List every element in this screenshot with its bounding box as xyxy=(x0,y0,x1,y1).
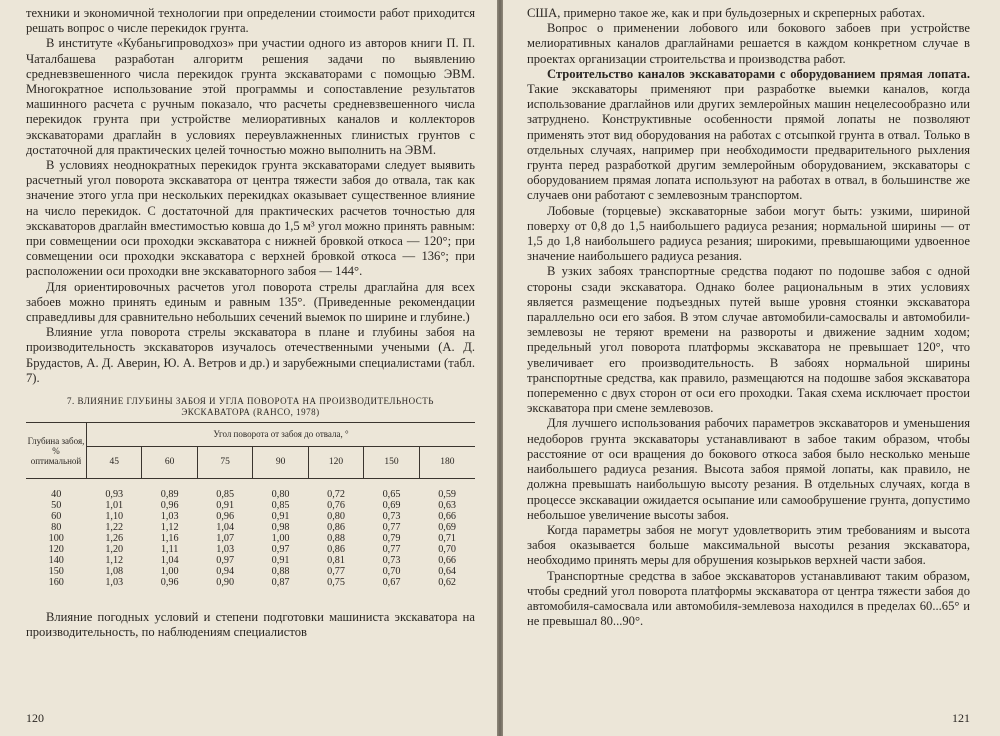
table-cell-value: 1,16 xyxy=(160,533,179,545)
table-cell-value: 1,12 xyxy=(105,555,124,567)
table-column-header: 45 xyxy=(87,447,142,479)
table-cell-value: 0,96 xyxy=(160,577,179,589)
table-cell-value: 0,66 xyxy=(438,555,457,567)
table-body xyxy=(26,479,475,589)
table-cell-value: 0,73 xyxy=(382,511,401,523)
table-cell-value: 0,88 xyxy=(271,566,290,578)
paragraph: Для ориентировочных расчетов угол поворота стрелы драглайна для всех забоев можно принять единым и равным 135°. (Приведенные рекомендации справедливы для сравнительно небольших сечений выемок по ширине и глубине.) xyxy=(26,279,475,325)
paragraph: В узких забоях транспортные средства подают по подошве забоя с одной стороны сзади экскаватора. Однако более рациональным в этих условиях является размещение подъездных путей выше уровня стоянки экскаватора параллельно оси его забоя. В этом случае автомобили-самосвалы и автомобили-землевозы не теряют времени на развороты и движение задним ходом; предельный угол поворота платформы экскаватора не превышает 120°, что увеличивает его производительность. В забоях нормальной ширины транспортные средства, как правило, размещаются на подошве забоя экскаватора попеременно с двух сторон от оси его проходки. Такая схема исключает простои экскаватора при смене землевозов. xyxy=(527,264,970,416)
table-cell-value: 0,70 xyxy=(382,566,401,578)
table-cell-value: 0,79 xyxy=(382,533,401,545)
table-cell-value: 0,67 xyxy=(382,577,401,589)
table-cell-value: 0,80 xyxy=(271,489,290,501)
table-cell-value: 0,98 xyxy=(271,522,290,534)
table-cell-value: 0,85 xyxy=(216,489,235,501)
table-cell-value: 0,86 xyxy=(327,544,345,556)
page-number: 120 xyxy=(26,711,44,725)
table-cell-value: 0,77 xyxy=(382,544,401,556)
table-cell-value: 1,03 xyxy=(216,544,235,556)
table-cell-value: 0,90 xyxy=(216,577,235,589)
table-row xyxy=(26,566,475,577)
table-cell-value: 0,73 xyxy=(382,555,401,567)
table-cell-value: 0,69 xyxy=(438,522,457,534)
table-cell-value: 0,80 xyxy=(327,511,345,523)
table-cell-value: 0,97 xyxy=(216,555,235,567)
table-cell-value: 0,77 xyxy=(327,566,345,578)
table-cell-value: 1,00 xyxy=(271,533,290,545)
table-cell-value: 0,72 xyxy=(327,489,345,501)
table-row xyxy=(26,500,475,511)
section-heading: Строительство каналов экскаваторами с оборудованием прямая лопата. xyxy=(547,66,970,81)
table-cell-value: 1,10 xyxy=(105,511,124,523)
table-cell-value: 0,86 xyxy=(327,522,345,534)
table-cell-value: 0,65 xyxy=(382,489,401,501)
table-row xyxy=(26,511,475,522)
paragraph: Влияние угла поворота стрелы экскаватора в плане и глубины забоя на производительность экскаваторов изучалось отечественными учеными (А. Д. Брудастов, А. Д. Аверин, Ю. А. Ветров и др.) и зарубежными специалистами (табл. 7). xyxy=(26,325,475,385)
table-cell-value: 0,71 xyxy=(438,533,457,545)
table-cell-value: 0,66 xyxy=(438,511,457,523)
table-cell-value: 0,94 xyxy=(216,566,235,578)
table-cell-depth: 150 xyxy=(48,566,64,578)
table-cell-value: 1,03 xyxy=(160,511,179,523)
table-row xyxy=(26,555,475,566)
paragraph: Влияние погодных условий и степени подготовки машиниста экскаватора на производительность, по наблюдениям специалистов xyxy=(26,610,475,640)
table-cell-depth: 120 xyxy=(48,544,64,556)
table-column-headers xyxy=(26,447,475,479)
table-cell-value: 0,96 xyxy=(216,511,235,523)
table-cell-value: 0,62 xyxy=(438,577,457,589)
table-cell-value: 0,91 xyxy=(271,511,290,523)
paragraph: Лобовые (торцевые) экскаваторные забои могут быть: узкими, шириной поверху от 0,8 до 1,5 наибольшего радиуса резания; нормальной ширины — от 1,5 до 1,8 наибольшего радиуса резания; широкими, превышающими удвоенное значение наибольшего радиуса резания. xyxy=(527,203,970,264)
table-cell-value: 1,01 xyxy=(105,500,124,512)
table-cell-depth: 50 xyxy=(51,500,62,512)
table-cell-value: 1,12 xyxy=(160,522,179,534)
table-cell-value: 1,04 xyxy=(216,522,235,534)
table-column-header: 120 xyxy=(308,447,363,479)
table-row xyxy=(26,479,475,501)
paragraph: Транспортные средства в забое экскаваторов устанавливают таким образом, чтобы средний угол поворота платформы экскаватора от центра тяжести забоя до автомобиля-самосвала или автомобиля-землевоза находился в пределах 60...65° и не превышал 80...90°. xyxy=(527,568,970,629)
table-cell-value: 0,75 xyxy=(327,577,345,589)
table-title xyxy=(26,396,475,418)
table-cell-value: 0,89 xyxy=(160,489,179,501)
table-column-header: 90 xyxy=(253,447,308,479)
table-cell-value: 1,00 xyxy=(160,566,179,578)
left-page-text xyxy=(26,6,475,386)
table-header-angle: Угол поворота от забоя до отвала, ° xyxy=(87,423,476,447)
table-cell-value: 0,63 xyxy=(438,500,457,512)
paragraph: В институте «Кубаньгипроводхоз» при участии одного из авторов книги П. П. Чаталбашева разработан алгоритм решения задачи по выявлению средневзвешенного числа перекидок грунта экскаваторами с помощью ЭВМ. Многократное использование этой программы и сопоставление результатов машинного расчета с ручным показало, что расчеты средневзвешенного числа перекидок грунта при устройстве мелиоративных каналов и коллекторов экскаваторами драглайн в условиях переувлажненных глинистых грунтов с достаточной для практических целей точностью можно выполнить на ЭВМ. xyxy=(26,36,475,157)
paragraph: США, примерно такое же, как и при бульдозерных и скреперных работах. xyxy=(527,6,926,20)
data-table xyxy=(26,422,475,588)
table-cell-value: 0,76 xyxy=(327,500,345,512)
right-page-text xyxy=(527,6,970,629)
table-cell-value: 0,93 xyxy=(105,489,124,501)
table-column-header: 150 xyxy=(364,447,419,479)
table-cell-value: 0,81 xyxy=(327,555,345,567)
left-page-text-after-table xyxy=(26,610,475,640)
table-cell-value: 0,64 xyxy=(438,566,457,578)
table-column-header: 60 xyxy=(142,447,197,479)
table-row xyxy=(26,533,475,544)
left-page xyxy=(0,0,497,736)
table-column-header: 180 xyxy=(419,447,475,479)
table-cell-depth: 100 xyxy=(48,533,64,545)
table-cell-value: 0,96 xyxy=(160,500,179,512)
table-title-line: 7. ВЛИЯНИЕ ГЛУБИНЫ ЗАБОЯ И УГЛА ПОВОРОТА НА ПРОИЗВОДИТЕЛЬНОСТЬ xyxy=(67,396,434,407)
table-cell-value: 1,20 xyxy=(105,544,124,556)
table-cell-value: 1,03 xyxy=(105,577,124,589)
table-cell-value: 0,91 xyxy=(271,555,290,567)
table-title-line: ЭКСКАВАТОРА (RAHCO, 1978) xyxy=(181,407,320,418)
paragraph: Когда параметры забоя не могут удовлетворить этим требованиям и высота забоя оказывается больше максимальной высоты резания экскаватора, необходимо принять меры для обрушения козырьков верхней части забоя. xyxy=(527,522,970,568)
table-cell-value: 0,97 xyxy=(271,544,290,556)
table-cell-value: 0,77 xyxy=(382,522,401,534)
table-cell-value: 1,26 xyxy=(105,533,124,545)
section-paragraph xyxy=(527,67,970,204)
table-cell-depth: 40 xyxy=(51,489,62,501)
table-header-depth: Глубина забоя, % оптимальной xyxy=(26,423,87,479)
table-cell-value: 0,70 xyxy=(438,544,457,556)
table-cell-value: 0,87 xyxy=(271,577,290,589)
table-cell-depth: 160 xyxy=(48,577,64,589)
section-text: Такие экскаваторы применяют при разработке выемки каналов, когда использование драглайнов или других землеройных машин нецелесообразно или затруднено. Конструктивные особенности прямой лопаты не позволяют применять этот вид оборудования на работах с отсыпкой грунта в отвал. Только в отдельных случаях, например при необходимости предварительного рыхления грунта перед разработкой другим землеройным оборудованием, экскаваторы с оборудованием прямая лопата используют на работах в отвал, в большинстве же случаев они работают с землевозным транспортом. xyxy=(527,82,970,203)
table-cell-value: 1,04 xyxy=(160,555,179,567)
table-cell-value: 1,08 xyxy=(105,566,124,578)
table-cell-value: 0,59 xyxy=(438,489,457,501)
table-cell-value: 0,88 xyxy=(327,533,345,545)
table-cell-value: 1,07 xyxy=(216,533,235,545)
table-row xyxy=(26,544,475,555)
table-cell-value: 0,85 xyxy=(271,500,290,512)
table-cell-value: 1,11 xyxy=(160,544,179,556)
paragraph: В условиях неоднократных перекидок грунта экскаваторами следует выявить расчетный угол поворота экскаватора от центра тяжести забоя до отвала, так как значение этого угла при нескольких перекидках оказывает существенное влияние на число перекидок. С достаточной для практических расчетов точностью для экскаваторов драглайн вместимостью ковша до 1,5 м³ угол можно принять равным: при совмещении оси проходки экскаватора с нижней бровкой откоса — 120°; при совмещении оси проходки экскаватора с верхней бровкой откоса — 136°; при расположении оси проходки вне экскаваторного забоя — 144°. xyxy=(26,158,475,279)
table-row xyxy=(26,522,475,533)
right-page xyxy=(503,0,1000,736)
paragraph: Вопрос о применении лобового или бокового забоев при устройстве мелиоративных каналов драглайнами решается в каждом конкретном случае в проектах организации строительства и производства работ. xyxy=(527,21,970,66)
page-number: 121 xyxy=(952,711,970,725)
table-cell-value: 0,91 xyxy=(216,500,235,512)
paragraph: Для лучшего использования рабочих параметров экскаваторов и уменьшения недоборов грунта экскаваторы устанавливают в забое таким образом, чтобы расстояние от оси вращения до бокового откоса забоя было несколько меньше наибольшего радиуса резания. Высота забоя прямой лопаты, как правило, не должна превышать наибольшую высоту резания. В отдельных случаях, когда в процессе экскавации ожидается осыпание или самообрушение грунта, допустимо небольшое увеличение высоты забоя. xyxy=(527,416,970,522)
table-cell-value: 1,22 xyxy=(105,522,124,534)
table-cell-depth: 80 xyxy=(51,522,62,534)
table-row xyxy=(26,577,475,588)
table-column-header: 75 xyxy=(197,447,252,479)
table-cell-depth: 60 xyxy=(51,511,62,523)
table-cell-value: 0,69 xyxy=(382,500,401,512)
paragraph: техники и экономичной технологии при определении стоимости работ приходится решать вопрос о числе перекидок грунта. xyxy=(26,6,475,36)
table-cell-depth: 140 xyxy=(48,555,64,567)
